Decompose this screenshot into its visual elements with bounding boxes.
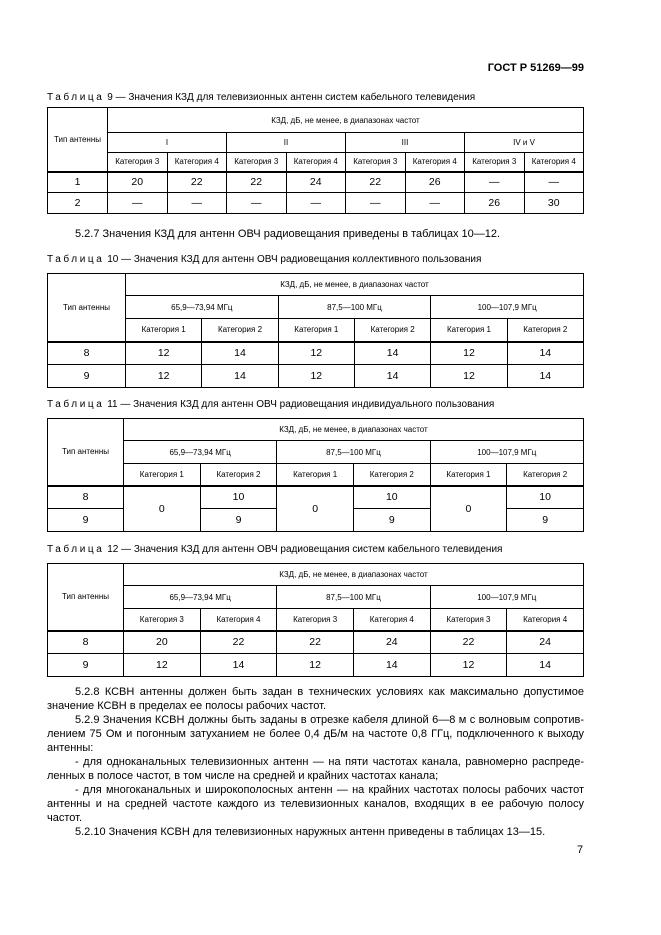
table-row — [48, 342, 584, 365]
table9-cell: 22 — [167, 172, 227, 193]
table11-category: Категория 2 — [200, 464, 277, 486]
table11-category: Категория 2 — [353, 464, 430, 486]
table10-cell: 12 — [126, 365, 202, 388]
table12-band: 87,5—100 МГц — [277, 586, 430, 609]
paragraph-5-2-10: 5.2.10 Значения КСВН для телевизионных наружных антенн приведены в таблицах 13—15. — [75, 826, 546, 838]
paragraph-5-2-9-line: антенны: — [47, 742, 94, 754]
table9-cell: — — [465, 172, 525, 193]
table12-cell: 22 — [200, 631, 277, 654]
table9-group-header: КЗД, дБ, не менее, в диапазонах частот — [108, 108, 584, 133]
table12-cell: 22 — [277, 631, 354, 654]
table9-category: Категория 3 — [227, 153, 287, 172]
table12-category: Категория 3 — [124, 609, 201, 631]
table11-cell: 9 — [353, 509, 430, 532]
table10-cell: 9 — [48, 365, 126, 388]
table12-cell: 14 — [200, 654, 277, 677]
table11-caption-text: 11 — Значения КЗД для антенн ОВЧ радиовещания индивидуального пользования — [107, 399, 495, 410]
table11-cell: 0 — [430, 486, 507, 532]
table9-cell: — — [167, 193, 227, 214]
table9-category: Категория 4 — [286, 153, 346, 172]
table9-cell: — — [286, 193, 346, 214]
table11-caption-word: Таблица — [47, 399, 105, 410]
table12-cell: 14 — [507, 654, 584, 677]
paragraph-5-2-9-line: лением 75 Ом и погонным затуханием не более 0,4 дБ/м на частоте 0,8 ГГц, подключенного к выходу — [47, 728, 584, 740]
table12-cell: 8 — [48, 631, 124, 654]
table10-cell: 14 — [202, 342, 278, 365]
table9-band: I — [108, 133, 227, 153]
table9-band: IV и V — [465, 133, 584, 153]
table12-category: Категория 3 — [430, 609, 507, 631]
table9-band: II — [227, 133, 346, 153]
table11-category: Категория 2 — [507, 464, 584, 486]
table9-category: Категория 3 — [108, 153, 168, 172]
table10-cell: 12 — [431, 342, 507, 365]
table9 — [47, 107, 584, 214]
table11-cell: 9 — [200, 509, 277, 532]
table10-cell: 12 — [431, 365, 507, 388]
bullet-multi-channel-line: - для многоканальных и широкополосных антенн — на крайних частотах полосы рабочих частот — [75, 784, 584, 796]
table12-type-header: Тип антенны — [48, 564, 124, 631]
table9-cell: — — [227, 193, 287, 214]
table10-cell: 12 — [126, 342, 202, 365]
table9-category: Категория 4 — [167, 153, 227, 172]
bullet-multi-channel-line: частот. — [47, 812, 83, 824]
table10-band: 100—107,9 МГц — [431, 296, 584, 319]
table10-category: Категория 2 — [354, 319, 430, 342]
table11 — [47, 418, 584, 532]
table12-caption-text: 12 — Значения КЗД для антенн ОВЧ радиовещания систем кабельного телевидения — [107, 544, 503, 555]
table11-category: Категория 1 — [277, 464, 354, 486]
table-row — [48, 654, 584, 677]
table10-cell: 12 — [278, 365, 354, 388]
table9-cell: — — [346, 193, 406, 214]
table12-group-header: КЗД, дБ, не менее, в диапазонах частот — [124, 564, 584, 586]
table9-cell: 2 — [48, 193, 108, 214]
table11-cell: 10 — [353, 486, 430, 509]
table9-cell: — — [524, 172, 584, 193]
table12-category: Категория 3 — [277, 609, 354, 631]
table12-cell: 12 — [430, 654, 507, 677]
table10-category: Категория 1 — [431, 319, 507, 342]
table10-cell: 14 — [507, 342, 583, 365]
paragraph-5-2-9-line: 5.2.9 Значения КСВН должны быть заданы в отрезке кабеля длиной 6—8 м с волновым сопротив- — [75, 714, 584, 726]
table12-category: Категория 4 — [353, 609, 430, 631]
table10-category: Категория 2 — [507, 319, 583, 342]
table10-band: 87,5—100 МГц — [278, 296, 431, 319]
table11-cell: 10 — [200, 486, 277, 509]
table11-category: Категория 1 — [124, 464, 201, 486]
table9-category: Категория 4 — [524, 153, 584, 172]
table12-cell: 12 — [124, 654, 201, 677]
table12-category: Категория 4 — [200, 609, 277, 631]
bullet-single-channel-line: ленных в полосе частот, в том числе на средней и крайних частотах канала; — [47, 770, 439, 782]
table11-cell: 0 — [124, 486, 201, 532]
table11-group-header: КЗД, дБ, не менее, в диапазонах частот — [124, 419, 584, 441]
table-row — [48, 631, 584, 654]
table9-cell: 24 — [286, 172, 346, 193]
table9-caption — [47, 92, 475, 103]
bullet-single-channel-line: - для одноканальных телевизионных антенн — на пяти частотах канала, равномерно распреде- — [75, 756, 584, 768]
table10-band: 65,9—73,94 МГц — [126, 296, 279, 319]
table12-band: 100—107,9 МГц — [430, 586, 583, 609]
table10-caption-text: 10 — Значения КЗД для антенн ОВЧ радиовещания коллективного пользования — [107, 254, 482, 265]
table11-cell: 0 — [277, 486, 354, 532]
table10-cell: 8 — [48, 342, 126, 365]
table9-cell: — — [405, 193, 465, 214]
table9-cell: 1 — [48, 172, 108, 193]
table10-cell: 14 — [354, 342, 430, 365]
paragraph-5-2-8-line: значение КСВН в пределах ее полосы рабочих частот. — [47, 700, 327, 712]
bullet-multi-channel-line: антенны и на средней частоте каждого из телевизионных каналов, входящих в ее рабочую полосу — [47, 798, 584, 810]
table9-cell: 26 — [465, 193, 525, 214]
table10-caption-word: Таблица — [47, 254, 105, 265]
table10-category: Категория 2 — [202, 319, 278, 342]
table9-caption-word: Таблица — [47, 92, 105, 103]
table11-band: 100—107,9 МГц — [430, 441, 583, 464]
table11-band: 65,9—73,94 МГц — [124, 441, 277, 464]
table12-cell: 9 — [48, 654, 124, 677]
table9-cell: — — [108, 193, 168, 214]
table-row — [48, 172, 584, 193]
table12-caption-word: Таблица — [47, 544, 105, 555]
table10-category: Категория 1 — [278, 319, 354, 342]
document-header: ГОСТ Р 51269—99 — [487, 62, 584, 74]
table10-cell: 14 — [507, 365, 583, 388]
table-row — [48, 365, 584, 388]
paragraph-5-2-7: 5.2.7 Значения КЗД для антенн ОВЧ радиовещания приведены в таблицах 10—12. — [75, 228, 501, 240]
table11-cell: 9 — [48, 509, 124, 532]
table12-band: 65,9—73,94 МГц — [124, 586, 277, 609]
table9-cell: 22 — [346, 172, 406, 193]
table9-cell: 20 — [108, 172, 168, 193]
table9-caption-text: 9 — Значения КЗД для телевизионных антенн систем кабельного телевидения — [107, 92, 476, 103]
table9-category: Категория 3 — [346, 153, 406, 172]
table11-cell: 9 — [507, 509, 584, 532]
page-number: 7 — [577, 844, 584, 856]
table11-type-header: Тип антенны — [48, 419, 124, 486]
table11-cell: 8 — [48, 486, 124, 509]
table9-cell: 30 — [524, 193, 584, 214]
table9-category: Категория 4 — [405, 153, 465, 172]
table12-cell: 14 — [353, 654, 430, 677]
table10 — [47, 273, 584, 388]
table11-category: Категория 1 — [430, 464, 507, 486]
table9-cell: 26 — [405, 172, 465, 193]
table11-band: 87,5—100 МГц — [277, 441, 430, 464]
table11-cell: 10 — [507, 486, 584, 509]
table9-category: Категория 3 — [465, 153, 525, 172]
table10-caption — [47, 254, 481, 265]
table-row — [48, 193, 584, 214]
table12-cell: 22 — [430, 631, 507, 654]
table12-cell: 20 — [124, 631, 201, 654]
table10-type-header: Тип антенны — [48, 274, 126, 342]
table12-category: Категория 4 — [507, 609, 584, 631]
paragraph-5-2-8-line: 5.2.8 КСВН антенны должен быть задан в технических условиях как максимально допустимое — [75, 686, 584, 698]
table12-cell: 24 — [507, 631, 584, 654]
table12-cell: 12 — [277, 654, 354, 677]
table12-cell: 24 — [353, 631, 430, 654]
table9-cell: 22 — [227, 172, 287, 193]
table9-type-header: Тип антенны — [48, 108, 108, 172]
table10-category: Категория 1 — [126, 319, 202, 342]
table10-cell: 12 — [278, 342, 354, 365]
table-row — [48, 486, 584, 509]
table10-group-header: КЗД, дБ, не менее, в диапазонах частот — [126, 274, 584, 296]
table12-caption — [47, 544, 502, 555]
table11-caption — [47, 399, 494, 410]
table10-cell: 14 — [202, 365, 278, 388]
table9-band: III — [346, 133, 465, 153]
table12 — [47, 563, 584, 677]
table10-cell: 14 — [354, 365, 430, 388]
